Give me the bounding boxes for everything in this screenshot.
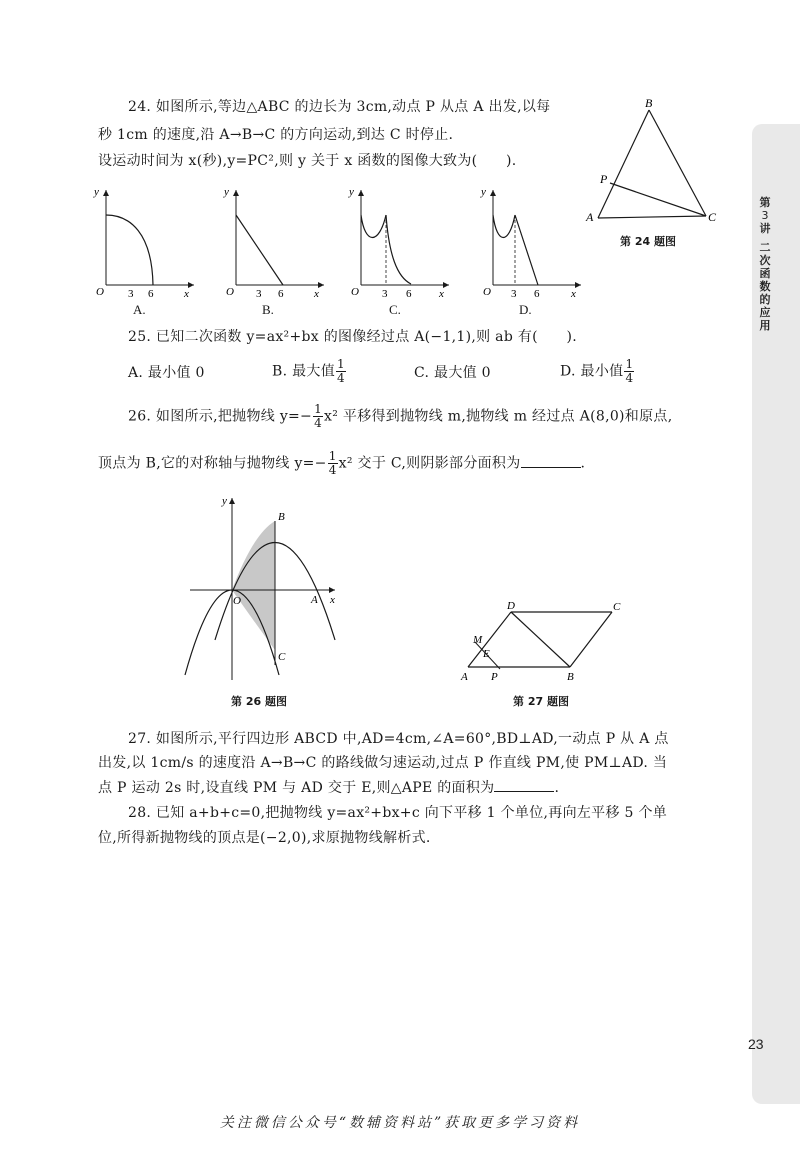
q27-line1: 27. 如图所示,平行四边形 ABCD 中,AD=4cm,∠A=60°,BD⊥AD,一动点 P 从 A 点 [128,731,669,747]
svg-text:3: 3 [511,288,517,300]
q24-line1: 24. 如图所示,等边△ABC 的边长为 3cm,动点 P 从点 A 出发,以每 [128,99,551,115]
svg-text:D: D [507,600,515,612]
q26-caption: 第 26 题图 [231,695,287,708]
page-number: 23 [748,1036,764,1052]
label-a: A [586,210,594,224]
q26-parabola-figure [175,490,345,690]
q27-parallelogram-figure [455,595,635,690]
svg-text:O: O [483,286,491,298]
svg-text:O: O [226,286,234,298]
q24-option-d: D. [519,302,532,317]
q25-option-b: B. 最大值 $\frac{1}{4}$ [272,357,345,385]
svg-text:3: 3 [256,288,262,300]
svg-text:6: 6 [278,288,284,300]
svg-text:M: M [473,634,483,646]
q25-stem: 25. 已知二次函数 y=ax²+bx 的图像经过点 A(−1,1),则 ab 有( ). [128,329,578,345]
q24-graph-b [220,185,330,305]
svg-text:y: y [222,495,227,507]
q24-graph-a [90,185,200,305]
q24-line2: 秒 1cm 的速度,沿 A→B→C 的方向运动,到达 C 时停止. [98,127,454,143]
q25-option-d: D. 最小值 $\frac{1}{4}$ [560,357,634,385]
q24-option-b: B. [262,302,274,317]
svg-text:O: O [351,286,359,298]
svg-text:y: y [224,186,229,198]
svg-text:O: O [96,286,104,298]
q27-caption: 第 27 题图 [513,695,569,708]
q26-line2: 顶点为 B,它的对称轴与抛物线 y=− $\frac{1}{4}$ x² 交于 C,则阴影部分面积为 . [98,449,586,477]
footer-note: 关注微信公众号“数辅资料站”获取更多学习资料 [219,1115,581,1131]
q24-option-c: C. [389,302,401,317]
q25-option-c: C. 最大值 0 [414,365,491,381]
svg-text:B: B [567,671,574,683]
svg-text:x: x [571,288,576,300]
svg-text:y: y [94,186,99,198]
label-p: P [600,172,608,186]
svg-text:x: x [439,288,444,300]
q28-line1: 28. 已知 a+b+c=0,把抛物线 y=ax²+bx+c 向下平移 1 个单位,再向左平移 5 个单 [128,805,668,821]
svg-text:C: C [613,601,621,613]
q24-triangle-figure [580,95,720,235]
svg-text:C: C [278,651,286,663]
svg-text:6: 6 [148,288,154,300]
q24-option-a: A. [133,302,146,317]
svg-text:x: x [330,594,335,606]
svg-text:3: 3 [382,288,388,300]
svg-text:A: A [461,671,468,683]
svg-text:B: B [278,511,285,523]
svg-text:O: O [233,595,241,607]
svg-text:6: 6 [534,288,540,300]
svg-text:y: y [481,186,486,198]
q28-line2: 位,所得新抛物线的顶点是(−2,0),求原抛物线解析式. [98,830,431,846]
label-c: C [708,210,717,224]
svg-text:3: 3 [128,288,134,300]
q24-caption: 第 24 题图 [620,235,676,248]
svg-text:P: P [491,671,498,683]
q27-line3: 点 P 运动 2s 时,设直线 PM 与 AD 交于 E,则△APE 的面积为 . [98,777,559,798]
svg-text:E: E [483,648,490,660]
label-b: B [645,96,653,110]
q24-graph-d [477,185,587,305]
q26-line1: 26. 如图所示,把抛物线 y=− $\frac{1}{4}$ x² 平移得到抛物线 m,抛物线 m 经过点 A(8,0)和原点, [128,402,673,430]
q24-line3: 设运动时间为 x(秒),y=PC²,则 y 关于 x 函数的图像大致为( ). [98,153,517,169]
answer-blank [521,453,581,468]
svg-text:A: A [311,594,318,606]
q24-graph-c [345,185,455,305]
svg-text:y: y [349,186,354,198]
q25-option-a: A. 最小值 0 [128,365,205,381]
svg-text:x: x [314,288,319,300]
chapter-title: 第 3 讲 二 次 函 数 的 应 用 [759,196,771,332]
answer-blank [494,777,554,792]
q27-line2: 出发,以 1cm/s 的速度沿 A→B→C 的路线做匀速运动,过点 P 作直线 PM,使 PM⊥AD. 当 [98,755,668,771]
svg-text:6: 6 [406,288,412,300]
svg-text:x: x [184,288,189,300]
